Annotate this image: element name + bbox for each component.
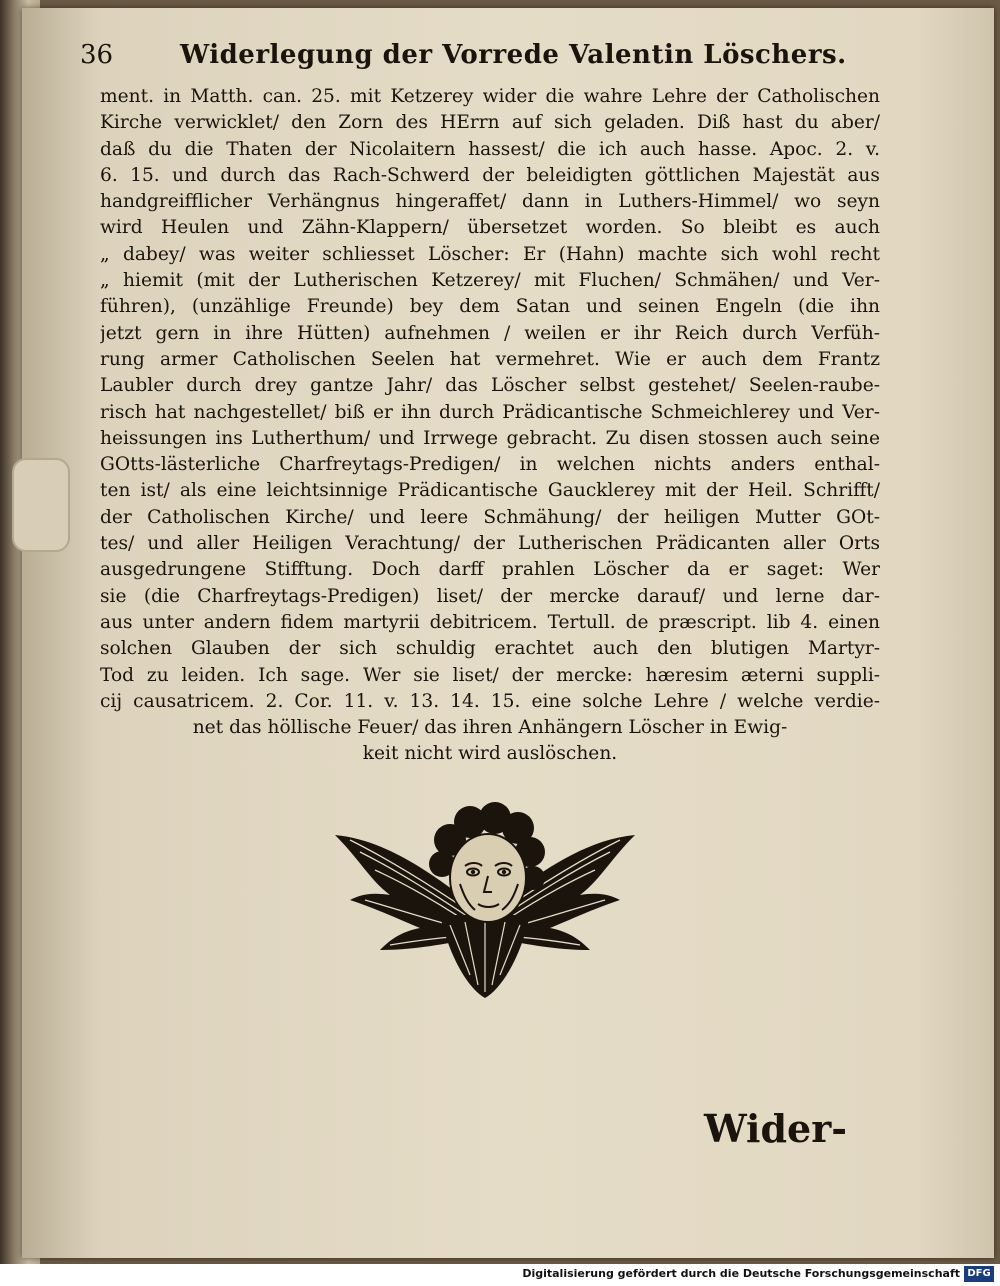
text-line: führen), (unzählige Freunde) bey dem Satan und seinen Engeln (die ihn <box>100 296 880 318</box>
text-line: cij causatricem. 2. Cor. 11. v. 13. 14. 15. eine solche Lehre / welche verdie- <box>100 690 880 712</box>
text-line: wird Heulen und Zähn-Klappern/ übersetzet worden. So bleibt es auch <box>100 217 880 239</box>
text-line: risch hat nachgestellet/ biß er ihn durch Prädicantische Schmeichlerey und Ver- <box>100 401 880 423</box>
digitization-footer <box>0 1264 1000 1286</box>
cherub-ornament-icon <box>330 800 640 1000</box>
funding-credit: Digitalisierung gefördert durch die Deutsche Forschungsgemeinschaft <box>522 1267 960 1280</box>
text-line: Tod zu leiden. Ich sage. Wer sie liset/ der mercke: hæresim æterni suppli- <box>100 664 880 686</box>
text-line: rung armer Catholischen Seelen hat vermehret. Wie er auch dem Frantz <box>100 348 880 370</box>
running-title: Widerlegung der Vorrede Valentin Löschers. <box>180 40 847 70</box>
text-line: Laubler durch drey gantze Jahr/ das Löscher selbst gestehet/ Seelen-raube- <box>100 375 880 397</box>
text-line: „ dabey/ was weiter schliesset Löscher: Er (Hahn) machte sich wohl recht <box>100 243 880 265</box>
catchword: Wider- <box>704 1106 847 1151</box>
text-line: keit nicht wird auslöschen. <box>362 743 618 765</box>
text-line: jetzt gern in ihre Hütten) aufnehmen / weilen er ihr Reich durch Verfüh- <box>100 322 880 344</box>
text-line: solchen Glauben der sich schuldig erachtet auch den blutigen Martyr- <box>100 638 880 660</box>
text-line: handgreifflicher Verhängnus hingeraffet/ dann in Luthers-Himmel/ wo seyn <box>100 191 880 213</box>
text-line: GOtts-lästerliche Charfreytags-Predigen/ in welchen nichts anders enthal- <box>100 454 880 476</box>
text-line: aus unter andern fidem martyrii debitricem. Tertull. de præscript. lib 4. einen <box>100 611 880 633</box>
text-line: heissungen ins Lutherthum/ und Irrwege gebracht. Zu disen stossen auch seine <box>100 427 880 449</box>
text-line: daß du die Thaten der Nicolaitern hassest/ die ich auch hasse. Apoc. 2. v. <box>100 138 880 160</box>
text-line: net das höllische Feuer/ das ihren Anhängern Löscher in Ewig- <box>192 717 788 739</box>
page-header <box>80 40 847 80</box>
text-line: ausgedrungene Stifftung. Doch darff prahlen Löscher da er saget: Wer <box>100 559 880 581</box>
page-number: 36 <box>80 40 114 70</box>
page-tab-fold <box>12 458 70 552</box>
text-line: ten ist/ als eine leichtsinnige Prädicantische Gaucklerey mit der Heil. Schrifft/ <box>100 480 880 502</box>
text-line: der Catholischen Kirche/ und leere Schmähung/ der heiligen Mutter GOt- <box>100 506 880 528</box>
dfg-logo-icon: DFG <box>964 1266 994 1282</box>
text-line: Kirche verwicklet/ den Zorn des HErrn auf sich geladen. Diß hast du aber/ <box>100 112 880 134</box>
text-line: 6. 15. und durch das Rach-Schwerd der beleidigten göttlichen Majestät aus <box>100 164 880 186</box>
text-line: ment. in Matth. can. 25. mit Ketzerey wider die wahre Lehre der Catholischen <box>100 86 880 107</box>
text-line: „ hiemit (mit der Lutherischen Ketzerey/ mit Fluchen/ Schmähen/ und Ver- <box>100 270 880 292</box>
body-text <box>100 84 880 768</box>
text-line: sie (die Charfreytags-Predigen) liset/ der mercke darauf/ und lerne dar- <box>100 585 880 607</box>
text-line: tes/ und aller Heiligen Verachtung/ der Lutherischen Prädicanten aller Orts <box>100 533 880 555</box>
